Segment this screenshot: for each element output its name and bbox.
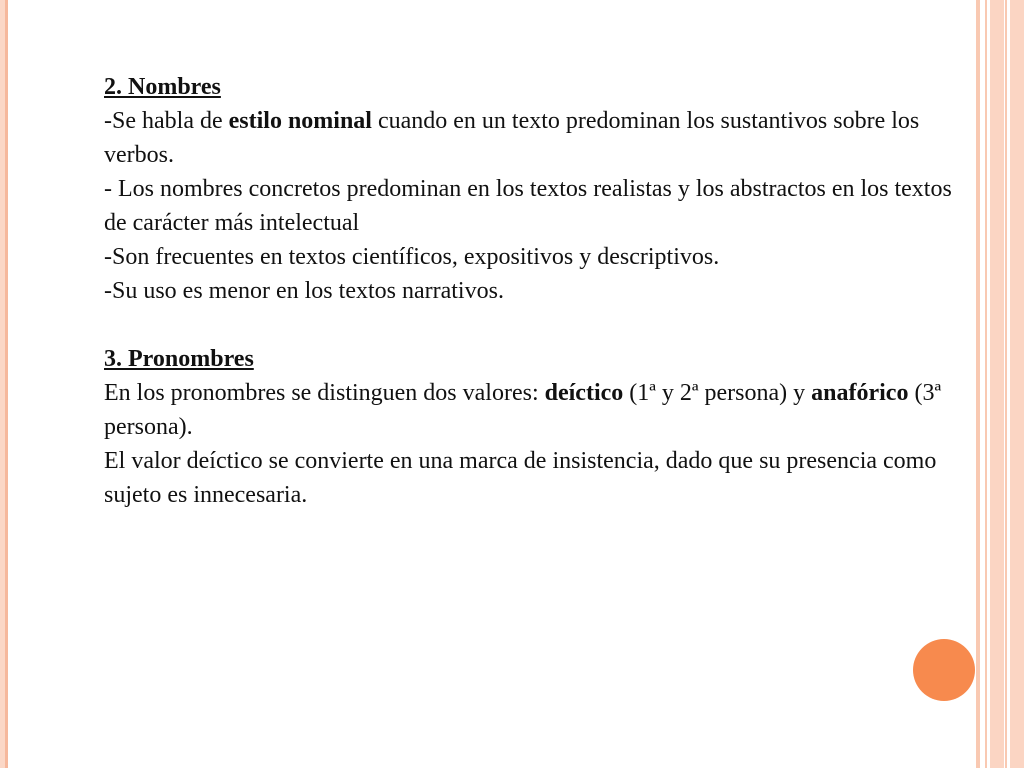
right-border-stripe [1010, 0, 1024, 768]
paragraph-text: -Se habla de [104, 108, 229, 134]
paragraph-nombres-concretos: - Los nombres concretos predominan en los textos realistas y los abstractos en los textos de carácter más intelectual [104, 176, 952, 236]
bold-term: estilo nominal [228, 108, 372, 134]
paragraph-text: cuando en un texto predominan los sustantivos sobre los verbos. [104, 108, 920, 168]
section-heading-pronombres: 3. Pronombres [104, 346, 254, 372]
paragraph-text: (3ª persona). [104, 380, 942, 440]
bold-term: deíctico [544, 380, 624, 406]
paragraph-textos-narrativos: -Su uso es menor en los textos narrativos. [104, 278, 504, 304]
right-border-stripe [976, 0, 980, 768]
paragraph-textos-cientificos: -Son frecuentes en textos científicos, expositivos y descriptivos. [104, 244, 720, 270]
section-heading-nombres: 2. Nombres [104, 74, 221, 100]
right-border-stripe [985, 0, 987, 768]
right-border-stripe [990, 0, 1004, 768]
paragraph-estilo-nominal [104, 104, 964, 172]
paragraph-text: En los pronombres se distinguen dos valores: [104, 380, 545, 406]
slide-body [104, 70, 964, 512]
paragraph-text: (1ª y 2ª persona) y [623, 380, 812, 406]
paragraph-valores [104, 376, 964, 444]
bold-term: anafórico [811, 380, 909, 406]
right-border-stripe [1005, 0, 1007, 768]
decorative-circle [913, 639, 975, 701]
paragraph-valor-deictico: El valor deíctico se convierte en una marca de insistencia, dado que su presencia como sujeto es innecesaria. [104, 448, 937, 508]
spacer [104, 308, 964, 342]
left-border-stripe [0, 0, 8, 768]
